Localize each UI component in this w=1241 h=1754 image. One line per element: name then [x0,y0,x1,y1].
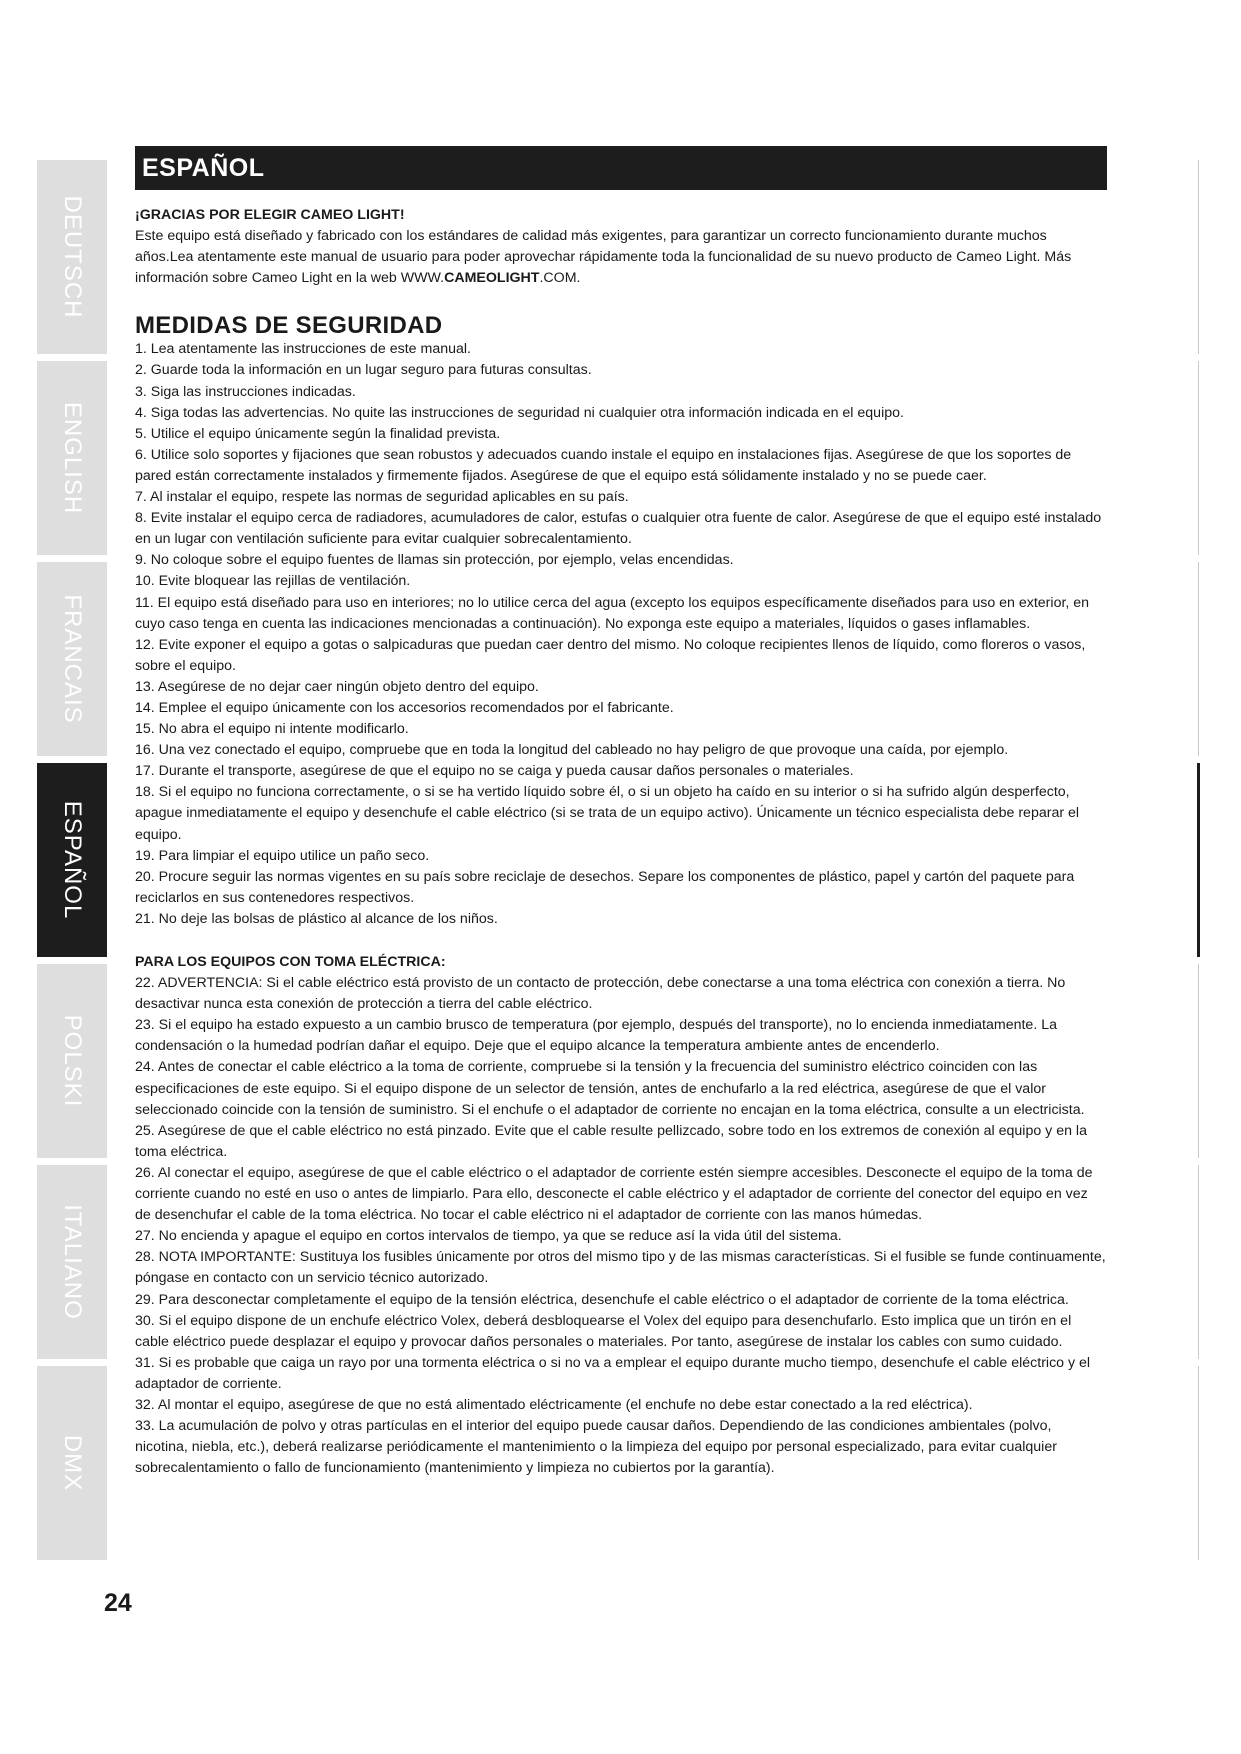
tab-english[interactable] [37,361,107,555]
list-item: 9. No coloque sobre el equipo fuentes de llamas sin protección, por ejemplo, velas encendidas. [135,552,734,569]
tab-label: ENGLISH [59,401,86,515]
edge-marker [1198,361,1199,555]
tab-label: FRANCAIS [59,594,86,724]
tab-label: POLSKI [59,1014,86,1108]
list-item: 3. Siga las instrucciones indicadas. [135,383,356,400]
list-item: 33. La acumulación de polvo y otras partículas en el interior del equipo puede causar daños. Dependiendo de las condiciones ambientales (polvo, nicotina, niebla, etc.), deberá realizarse periódicamente el mantenimiento o la limpieza del equipo por personal especializado, para evitar cualquier sobrecalentamiento o fallo de funcionamiento (mantenimiento y limpieza no cubiertos por la garantía). [135,1418,1057,1477]
list-item: 31. Si es probable que caiga un rayo por una tormenta eléctrica o si no va a emplear el equipo durante mucho tiempo, desenchufe el cable eléctrico y el adaptador de corriente. [135,1354,1091,1392]
section-header-bar [135,146,1107,190]
tab-label: ESPAÑOL [59,800,86,920]
list-item: 12. Evite exponer el equipo a gotas o salpicaduras que puedan caer dentro del mismo. No coloque recipientes llenos de líquido, como floreros o vasos, sobre el equipo. [135,636,1086,674]
intro-suffix: .COM. [539,270,581,287]
list-item: 13. Asegúrese de no dejar caer ningún objeto dentro del equipo. [135,678,539,695]
electrical-list [135,973,1107,1479]
safety-heading: MEDIDAS DE SEGURIDAD [135,312,443,340]
tab-label: DEUTSCH [59,195,86,319]
intro-paragraph [135,226,1107,289]
list-item: 4. Siga todas las advertencias. No quite las instrucciones de seguridad ni cualquier otra información indicada en el equipo. [135,404,904,421]
list-item: 22. ADVERTENCIA: Si el cable eléctrico está provisto de un contacto de protección, debe conectarse a una toma eléctrica con conexión a tierra. No desactivar nunca esta conexión de protección a tierra del cable eléctrico. [135,975,1066,1013]
tab-polski[interactable] [37,964,107,1158]
list-item: 2. Guarde toda la información en un lugar seguro para futuras consultas. [135,362,592,379]
tab-espanol[interactable] [37,763,107,957]
list-item: 6. Utilice solo soportes y fijaciones que sean robustos y adecuados cuando instale el equipo en instalaciones fijas. Asegúrese de que los soportes de pared están correctamente instalados y firmemente fijados. Asegúrese de que el equipo está sólidamente instalado y no se puede caer. [135,446,1072,484]
list-item: 14. Emplee el equipo únicamente con los accesorios recomendados por el fabricante. [135,699,674,716]
list-item: 1. Lea atentamente las instrucciones de este manual. [135,341,471,358]
list-item: 23. Si el equipo ha estado expuesto a un cambio brusco de temperatura (por ejemplo, después del transporte), no lo encienda inmediatamente. La condensación o la humedad podrían dañar el equipo. Deje que el equipo alcance la temperatura ambiente antes de encenderlo. [135,1017,1057,1055]
list-item: 20. Procure seguir las normas vigentes en su país sobre reciclaje de desechos. Separe los componentes de plástico, papel y cartón del paquete para reciclarlos en sus contenedores respectivos. [135,868,1075,906]
list-item: 27. No encienda y apague el equipo en cortos intervalos de tiempo, ya que se reduce así la vida útil del sistema. [135,1228,842,1245]
list-item: 7. Al instalar el equipo, respete las normas de seguridad aplicables en su país. [135,489,629,506]
tab-label: DMX [59,1434,86,1492]
electrical-heading: PARA LOS EQUIPOS CON TOMA ELÉCTRICA: [135,954,446,970]
tab-deutsch[interactable] [37,160,107,354]
list-item: 8. Evite instalar el equipo cerca de radiadores, acumuladores de calor, estufas o cualquier otra fuente de calor. Asegúrese de que el equipo esté instalado en un lugar con ventilación suficiente para evitar cualquier sobrecalentamiento. [135,510,1102,548]
edge-marker [1198,964,1199,1158]
edge-marker [1198,160,1199,354]
intro-text: Este equipo está diseñado y fabricado con los estándares de calidad más exigentes, para garantizar un correcto funcionamiento durante muchos años.Lea atentamente este manual de usuario para poder aprovechar rápidamente toda la funcionalidad de su nuevo producto de Cameo Light. Más información sobre Cameo Light en la web WWW. [135,228,1072,287]
list-item: 15. No abra el equipo ni intente modificarlo. [135,721,409,738]
safety-list [135,339,1107,930]
tab-dmx[interactable] [37,1366,107,1560]
list-item: 25. Asegúrese de que el cable eléctrico no está pinzado. Evite que el cable resulte pellizcado, sobre todo en los extremos de conexión al equipo y en la toma eléctrica. [135,1122,1087,1160]
page-number: 24 [104,1589,132,1617]
edge-marker [1198,1165,1199,1359]
list-item: 29. Para desconectar completamente el equipo de la tensión eléctrica, desenchufe el cable eléctrico o el adaptador de corriente de la toma eléctrica. [135,1291,1069,1308]
list-item: 16. Una vez conectado el equipo, compruebe que en toda la longitud del cableado no hay peligro de que provoque una caída, por ejemplo. [135,742,1009,759]
tab-italiano[interactable] [37,1165,107,1359]
list-item: 28. NOTA IMPORTANTE: Sustituya los fusibles únicamente por otros del mismo tipo y de las mismas características. Si el fusible se funde continuamente, póngase en contacto con un servicio técnico autorizado. [135,1249,1106,1287]
list-item: 19. Para limpiar el equipo utilice un paño seco. [135,847,430,864]
list-item: 26. Al conectar el equipo, asegúrese de que el cable eléctrico o el adaptador de corriente estén siempre accesibles. Desconecte el equipo de la toma de corriente cuando no esté en uso o antes de limpiarlo. Para ello, desconecte el cable eléctrico y el adaptador de corriente del conector del equipo en vez de desenchufar el cable de la toma eléctrica. No tocar el cable eléctrico ni el adaptador de corriente con las manos húmedas. [135,1164,1093,1224]
main-content [135,205,1107,1479]
list-item: 17. Durante el transporte, asegúrese de que el equipo no se caiga y pueda causar daños personales o materiales. [135,763,854,780]
brand-name: CAMEOLIGHT [444,270,540,287]
list-item: 21. No deje las bolsas de plástico al alcance de los niños. [135,910,498,927]
list-item: 30. Si el equipo dispone de un enchufe eléctrico Volex, deberá desbloquearse el Volex del equipo para desenchufarlo. Esto implica que un tirón en el cable eléctrico puede desplazar el equipo y provocar daños personales o materiales. Por tanto, asegúrese de instalar los cables con sumo cuidado. [135,1312,1072,1350]
tab-label: ITALIANO [59,1204,86,1320]
edge-marker [1198,1366,1199,1560]
thanks-heading: ¡GRACIAS POR ELEGIR CAMEO LIGHT! [135,207,405,223]
list-item: 24. Antes de conectar el cable eléctrico a la toma de corriente, compruebe si la tensión y la frecuencia del suministro eléctrico coinciden con las especificaciones de este equipo. Si el equipo dispone de un selector de tensión, antes de enchufarlo a la red eléctrica, asegúrese de que el valor seleccionado coincide con la tensión de suministro. Si el enchufe o el adaptador de corriente no encajan en la toma eléctrica, consulte a un electricista. [135,1059,1085,1118]
tab-francais[interactable] [37,562,107,756]
list-item: 10. Evite bloquear las rejillas de ventilación. [135,573,411,590]
list-item: 32. Al montar el equipo, asegúrese de que no está alimentado eléctricamente (el enchufe no debe estar conectado a la red eléctrica). [135,1396,973,1413]
list-item: 5. Utilice el equipo únicamente según la finalidad prevista. [135,425,501,442]
edge-marker [1198,562,1199,756]
list-item: 18. Si el equipo no funciona correctamente, o si se ha vertido líquido sobre él, o si un objeto ha caído en su interior o si ha sufrido algún desperfecto, apague inmediatamente el equipo y desenchufe el cable eléctrico (si se trata de un equipo activo). Únicamente un técnico especialista debe reparar el equipo. [135,784,1080,843]
page-title: ESPAÑOL [142,154,265,182]
list-item: 11. El equipo está diseñado para uso en interiores; no lo utilice cerca del agua (excepto los equipos específicamente diseñados para uso en exterior, en cuyo caso tenga en cuenta las indicaciones mencionadas a continuación). No exponga este equipo a materiales, líquidos o gases inflamables. [135,594,1090,632]
edge-marker-active [1197,763,1200,957]
